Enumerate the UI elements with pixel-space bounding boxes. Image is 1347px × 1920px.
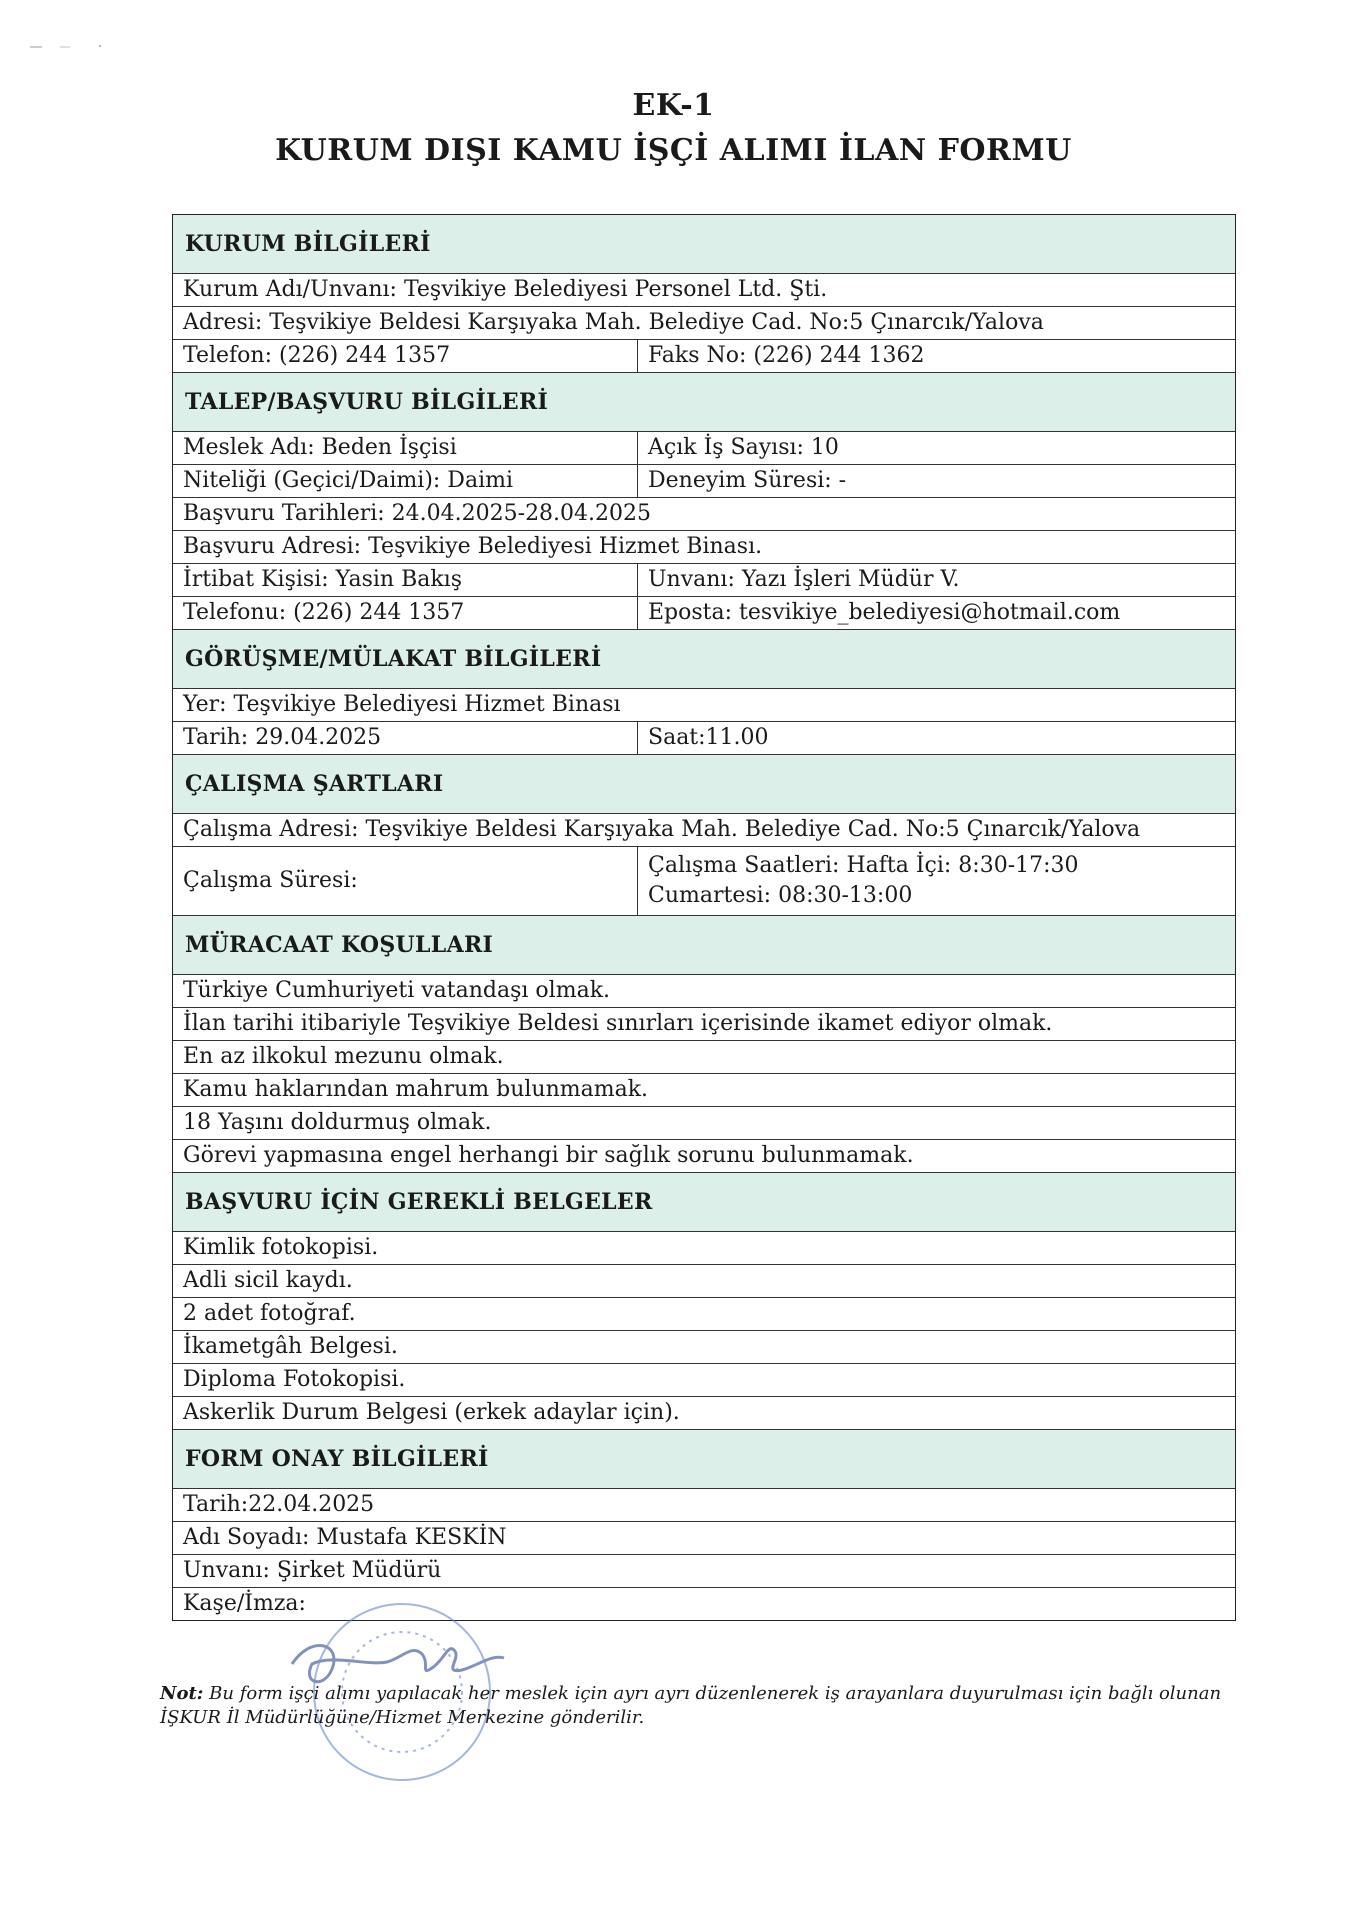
section-title: ÇALIŞMA ŞARTLARI [173, 755, 1235, 813]
open-positions: Açık İş Sayısı: 10 [648, 435, 839, 460]
condition-item: Türkiye Cumhuriyeti vatandaşı olmak. [183, 978, 611, 1003]
document-item: 2 adet fotoğraf. [183, 1301, 356, 1326]
doc-annex-label: EK-1 [632, 88, 715, 123]
section-calisma-header [173, 755, 1235, 814]
document-item: Askerlik Durum Belgesi (erkek adaylar için). [183, 1400, 680, 1425]
footnote-text: Bu form işçi alımı yapılacak her meslek için ayrı ayrı düzenlenerek iş arayanlara duyurulması için bağlı olunan İŞKUR İl Müdürlüğüne/Hizmet Merkezine gönderilir. [160, 1683, 1222, 1728]
job-posting-form [172, 214, 1236, 1621]
section-onay-header [173, 1430, 1235, 1489]
section-title: MÜRACAAT KOŞULLARI [173, 916, 1235, 974]
form-row [173, 1588, 1235, 1620]
doc-title: KURUM DIŞI KAMU İŞÇİ ALIMI İLAN FORMU [275, 133, 1072, 168]
document-item: İkametgâh Belgesi. [183, 1334, 398, 1359]
list-item [173, 1364, 1235, 1397]
form-row [173, 531, 1235, 564]
form-row [173, 1522, 1235, 1555]
form-row [173, 340, 1235, 373]
section-muracaat-header [173, 916, 1235, 975]
employment-type: Niteliği (Geçici/Daimi): Daimi [173, 465, 638, 497]
section-title: TALEP/BAŞVURU BİLGİLERİ [173, 373, 1235, 431]
list-item [173, 1298, 1235, 1331]
form-row [173, 564, 1235, 597]
approval-date: Tarih:22.04.2025 [183, 1492, 375, 1517]
list-item [173, 1397, 1235, 1430]
work-hours-saturday: Cumartesi: 08:30-13:00 [648, 883, 913, 908]
list-item [173, 1107, 1235, 1140]
work-duration: Çalışma Süresi: [173, 847, 638, 915]
list-item [173, 1232, 1235, 1265]
work-hours [638, 847, 1235, 915]
condition-item: 18 Yaşını doldurmuş olmak. [183, 1110, 492, 1135]
contact-phone: Telefonu: (226) 244 1357 [173, 597, 638, 629]
condition-item: Görevi yapmasına engel herhangi bir sağlık sorunu bulunmamak. [183, 1143, 914, 1168]
form-row [173, 1489, 1235, 1522]
application-dates: Başvuru Tarihleri: 24.04.2025-28.04.2025 [183, 501, 652, 526]
form-footnote [160, 1682, 1240, 1730]
condition-item: İlan tarihi itibariyle Teşvikiye Beldesi sınırları içerisinde ikamet ediyor olmak. [183, 1011, 1053, 1036]
approver-name: Adı Soyadı: Mustafa KESKİN [183, 1525, 507, 1550]
footnote-label: Not: [160, 1683, 204, 1704]
interview-location: Yer: Teşvikiye Belediyesi Hizmet Binası [183, 692, 621, 717]
list-item [173, 1008, 1235, 1041]
section-talep-header [173, 373, 1235, 432]
work-address: Çalışma Adresi: Teşvikiye Beldesi Karşıyaka Mah. Belediye Cad. No:5 Çınarcık/Yalova [183, 817, 1141, 842]
stamp-signature-label: Kaşe/İmza: [183, 1591, 306, 1616]
application-address: Başvuru Adresi: Teşvikiye Belediyesi Hizmet Binası. [183, 534, 763, 559]
list-item [173, 975, 1235, 1008]
condition-item: Kamu haklarından mahrum bulunmamak. [183, 1077, 649, 1102]
contact-email: Eposta: tesvikiye_belediyesi@hotmail.com [648, 600, 1121, 625]
form-row [173, 432, 1235, 465]
approver-title: Unvanı: Şirket Müdürü [183, 1558, 442, 1583]
work-hours-weekday: Çalışma Saatleri: Hafta İçi: 8:30-17:30 [648, 853, 1079, 878]
form-row [173, 465, 1235, 498]
document-item: Diploma Fotokopisi. [183, 1367, 406, 1392]
occupation: Meslek Adı: Beden İşçisi [173, 432, 638, 464]
form-row [173, 689, 1235, 722]
list-item [173, 1074, 1235, 1107]
section-kurum-header [173, 215, 1235, 274]
form-row [173, 597, 1235, 630]
scan-mark [30, 40, 120, 54]
section-gorusme-header [173, 630, 1235, 689]
interview-date: Tarih: 29.04.2025 [173, 722, 638, 754]
form-row [173, 274, 1235, 307]
signature-stroke [292, 1645, 504, 1681]
section-belgeler-header [173, 1173, 1235, 1232]
section-title: BAŞVURU İÇİN GEREKLİ BELGELER [173, 1173, 1235, 1231]
interview-time: Saat:11.00 [648, 725, 769, 750]
experience-duration: Deneyim Süresi: - [648, 468, 847, 493]
section-title: KURUM BİLGİLERİ [173, 215, 1235, 273]
list-item [173, 1331, 1235, 1364]
form-row [173, 814, 1235, 847]
form-row [173, 1555, 1235, 1588]
condition-item: En az ilkokul mezunu olmak. [183, 1044, 504, 1069]
section-title: GÖRÜŞME/MÜLAKAT BİLGİLERİ [173, 630, 1235, 688]
contact-person: İrtibat Kişisi: Yasin Bakış [173, 564, 638, 596]
contact-title: Unvanı: Yazı İşleri Müdür V. [648, 567, 960, 592]
form-row [173, 722, 1235, 755]
form-row [173, 847, 1235, 916]
institution-fax: Faks No: (226) 244 1362 [648, 343, 925, 368]
list-item [173, 1265, 1235, 1298]
institution-address: Adresi: Teşvikiye Beldesi Karşıyaka Mah. Belediye Cad. No:5 Çınarcık/Yalova [183, 310, 1044, 335]
document-item: Kimlik fotokopisi. [183, 1235, 379, 1260]
list-item [173, 1140, 1235, 1173]
document-item: Adli sicil kaydı. [183, 1268, 353, 1293]
form-row [173, 307, 1235, 340]
form-row [173, 498, 1235, 531]
institution-phone: Telefon: (226) 244 1357 [173, 340, 638, 372]
list-item [173, 1041, 1235, 1074]
institution-name: Kurum Adı/Unvanı: Teşvikiye Belediyesi Personel Ltd. Şti. [183, 277, 828, 302]
section-title: FORM ONAY BİLGİLERİ [173, 1430, 1235, 1488]
